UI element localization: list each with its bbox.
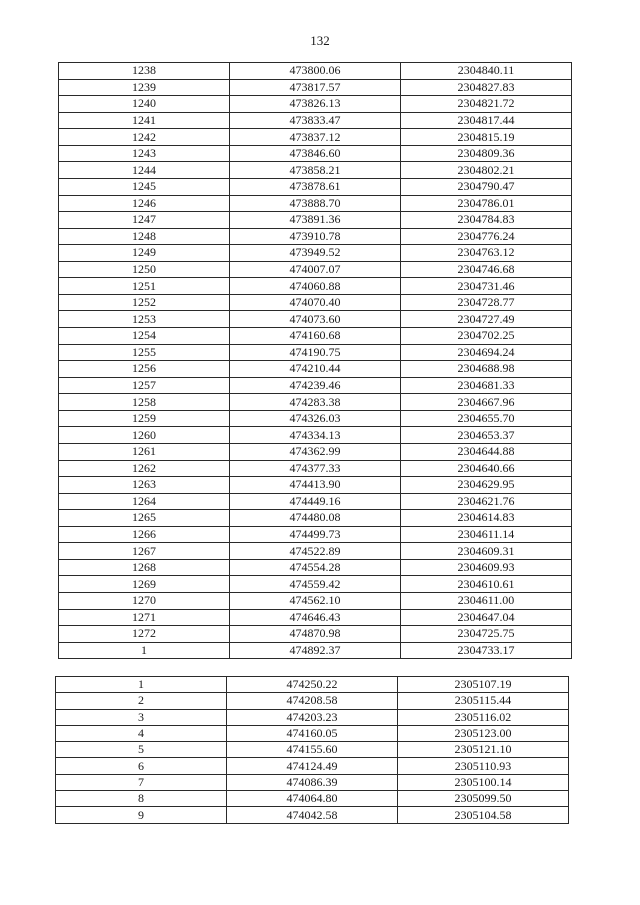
x-coordinate-cell: 474160.68 [230,328,401,345]
table-row [59,278,572,295]
x-coordinate-cell: 473817.57 [230,79,401,96]
table-row [56,742,569,758]
table-row [59,328,572,345]
x-coordinate-cell: 474449.16 [230,493,401,510]
x-coordinate-cell: 474522.89 [230,543,401,560]
point-number-cell: 1249 [59,245,230,262]
point-number-cell: 1257 [59,377,230,394]
y-coordinate-cell: 2305123.00 [398,725,569,741]
x-coordinate-cell: 473837.12 [230,129,401,146]
x-coordinate-cell: 474499.73 [230,526,401,543]
point-number-cell: 4 [56,725,227,741]
x-coordinate-cell: 474073.60 [230,311,401,328]
x-coordinate-cell: 473888.70 [230,195,401,212]
x-coordinate-cell: 474413.90 [230,477,401,494]
x-coordinate-cell: 474334.13 [230,427,401,444]
point-number-cell: 1245 [59,178,230,195]
point-number-cell: 1260 [59,427,230,444]
table-row [59,195,572,212]
point-number-cell: 3 [56,709,227,725]
table-row [56,758,569,774]
x-coordinate-cell: 474210.44 [230,361,401,378]
point-number-cell: 1271 [59,609,230,626]
point-number-cell: 1258 [59,394,230,411]
point-number-cell: 1261 [59,443,230,460]
y-coordinate-cell: 2304614.83 [401,510,572,527]
table-row [59,112,572,129]
x-coordinate-cell: 474562.10 [230,593,401,610]
y-coordinate-cell: 2304786.01 [401,195,572,212]
x-coordinate-cell: 474060.88 [230,278,401,295]
point-number-cell: 2 [56,693,227,709]
point-number-cell: 1240 [59,96,230,113]
table-row [59,576,572,593]
x-coordinate-cell: 474326.03 [230,410,401,427]
table-row [59,559,572,576]
y-coordinate-cell: 2304621.76 [401,493,572,510]
table-row [56,725,569,741]
coordinates-table-1 [58,62,572,659]
table-row [59,96,572,113]
y-coordinate-cell: 2304681.33 [401,377,572,394]
y-coordinate-cell: 2304653.37 [401,427,572,444]
y-coordinate-cell: 2304817.44 [401,112,572,129]
table-row [59,377,572,394]
x-coordinate-cell: 474377.33 [230,460,401,477]
table-row [59,212,572,229]
point-number-cell: 1263 [59,477,230,494]
x-coordinate-cell: 473826.13 [230,96,401,113]
y-coordinate-cell: 2304840.11 [401,63,572,80]
y-coordinate-cell: 2304647.04 [401,609,572,626]
point-number-cell: 1 [59,642,230,659]
table-row [59,477,572,494]
table-row [56,693,569,709]
table-row [59,344,572,361]
y-coordinate-cell: 2304609.31 [401,543,572,560]
point-number-cell: 1242 [59,129,230,146]
y-coordinate-cell: 2304733.17 [401,642,572,659]
table-row [59,410,572,427]
point-number-cell: 1265 [59,510,230,527]
y-coordinate-cell: 2305115.44 [398,693,569,709]
y-coordinate-cell: 2305121.10 [398,742,569,758]
table-row [59,361,572,378]
table-row [56,774,569,790]
table-row [59,261,572,278]
table-row [56,791,569,807]
y-coordinate-cell: 2304694.24 [401,344,572,361]
point-number-cell: 1 [56,677,227,693]
point-number-cell: 1255 [59,344,230,361]
x-coordinate-cell: 473858.21 [230,162,401,179]
table-row [59,162,572,179]
y-coordinate-cell: 2304784.83 [401,212,572,229]
point-number-cell: 1241 [59,112,230,129]
x-coordinate-cell: 473800.06 [230,63,401,80]
page-number: 132 [310,33,330,48]
table-row [59,609,572,626]
y-coordinate-cell: 2304776.24 [401,228,572,245]
x-coordinate-cell: 474554.28 [230,559,401,576]
table-row [56,807,569,823]
y-coordinate-cell: 2304644.88 [401,443,572,460]
table-row [59,642,572,659]
point-number-cell: 5 [56,742,227,758]
x-coordinate-cell: 474559.42 [230,576,401,593]
y-coordinate-cell: 2304763.12 [401,245,572,262]
y-coordinate-cell: 2304827.83 [401,79,572,96]
y-coordinate-cell: 2304610.61 [401,576,572,593]
point-number-cell: 1272 [59,626,230,643]
y-coordinate-cell: 2304667.96 [401,394,572,411]
table-row [59,63,572,80]
x-coordinate-cell: 474064.80 [227,791,398,807]
table-row [59,460,572,477]
table-row [59,294,572,311]
point-number-cell: 1270 [59,593,230,610]
point-number-cell: 1248 [59,228,230,245]
x-coordinate-cell: 473846.60 [230,145,401,162]
x-coordinate-cell: 473891.36 [230,212,401,229]
point-number-cell: 1268 [59,559,230,576]
x-coordinate-cell: 473949.52 [230,245,401,262]
point-number-cell: 1239 [59,79,230,96]
y-coordinate-cell: 2304727.49 [401,311,572,328]
table-row [59,526,572,543]
x-coordinate-cell: 474208.58 [227,693,398,709]
coordinates-table-2 [55,676,569,824]
x-coordinate-cell: 474646.43 [230,609,401,626]
point-number-cell: 1252 [59,294,230,311]
x-coordinate-cell: 474042.58 [227,807,398,823]
point-number-cell: 1253 [59,311,230,328]
y-coordinate-cell: 2305099.50 [398,791,569,807]
table-row [59,129,572,146]
x-coordinate-cell: 474070.40 [230,294,401,311]
y-coordinate-cell: 2305110.93 [398,758,569,774]
table-row [59,443,572,460]
x-coordinate-cell: 474203.23 [227,709,398,725]
y-coordinate-cell: 2304802.21 [401,162,572,179]
point-number-cell: 1244 [59,162,230,179]
x-coordinate-cell: 474190.75 [230,344,401,361]
y-coordinate-cell: 2304725.75 [401,626,572,643]
point-number-cell: 1262 [59,460,230,477]
point-number-cell: 6 [56,758,227,774]
y-coordinate-cell: 2304688.98 [401,361,572,378]
table-row [59,228,572,245]
point-number-cell: 1243 [59,145,230,162]
y-coordinate-cell: 2304746.68 [401,261,572,278]
point-number-cell: 1247 [59,212,230,229]
point-number-cell: 1269 [59,576,230,593]
table-row [56,709,569,725]
table-row [59,79,572,96]
table-row [56,677,569,693]
table-row [59,510,572,527]
x-coordinate-cell: 474086.39 [227,774,398,790]
point-number-cell: 7 [56,774,227,790]
y-coordinate-cell: 2304611.14 [401,526,572,543]
table-row [59,245,572,262]
table-row [59,593,572,610]
y-coordinate-cell: 2304809.36 [401,145,572,162]
table-body [56,677,569,824]
point-number-cell: 1246 [59,195,230,212]
x-coordinate-cell: 474124.49 [227,758,398,774]
y-coordinate-cell: 2305116.02 [398,709,569,725]
x-coordinate-cell: 474007.07 [230,261,401,278]
point-number-cell: 1267 [59,543,230,560]
x-coordinate-cell: 474480.08 [230,510,401,527]
x-coordinate-cell: 474155.60 [227,742,398,758]
point-number-cell: 1250 [59,261,230,278]
table-row [59,626,572,643]
x-coordinate-cell: 474283.38 [230,394,401,411]
table-row [59,493,572,510]
x-coordinate-cell: 474239.46 [230,377,401,394]
y-coordinate-cell: 2304702.25 [401,328,572,345]
point-number-cell: 8 [56,791,227,807]
table-row [59,178,572,195]
table-body [59,63,572,659]
point-number-cell: 1251 [59,278,230,295]
point-number-cell: 1256 [59,361,230,378]
y-coordinate-cell: 2304790.47 [401,178,572,195]
point-number-cell: 1254 [59,328,230,345]
x-coordinate-cell: 474250.22 [227,677,398,693]
y-coordinate-cell: 2304611.00 [401,593,572,610]
y-coordinate-cell: 2305107.19 [398,677,569,693]
x-coordinate-cell: 473878.61 [230,178,401,195]
table-row [59,427,572,444]
point-number-cell: 9 [56,807,227,823]
table-row [59,543,572,560]
x-coordinate-cell: 474870.98 [230,626,401,643]
y-coordinate-cell: 2304655.70 [401,410,572,427]
y-coordinate-cell: 2304640.66 [401,460,572,477]
x-coordinate-cell: 473833.47 [230,112,401,129]
x-coordinate-cell: 474362.99 [230,443,401,460]
y-coordinate-cell: 2305100.14 [398,774,569,790]
x-coordinate-cell: 474160.05 [227,725,398,741]
y-coordinate-cell: 2305104.58 [398,807,569,823]
y-coordinate-cell: 2304728.77 [401,294,572,311]
x-coordinate-cell: 473910.78 [230,228,401,245]
point-number-cell: 1259 [59,410,230,427]
y-coordinate-cell: 2304609.93 [401,559,572,576]
y-coordinate-cell: 2304821.72 [401,96,572,113]
x-coordinate-cell: 474892.37 [230,642,401,659]
table-row [59,311,572,328]
table-row [59,394,572,411]
point-number-cell: 1238 [59,63,230,80]
point-number-cell: 1264 [59,493,230,510]
y-coordinate-cell: 2304731.46 [401,278,572,295]
point-number-cell: 1266 [59,526,230,543]
y-coordinate-cell: 2304629.95 [401,477,572,494]
table-row [59,145,572,162]
y-coordinate-cell: 2304815.19 [401,129,572,146]
